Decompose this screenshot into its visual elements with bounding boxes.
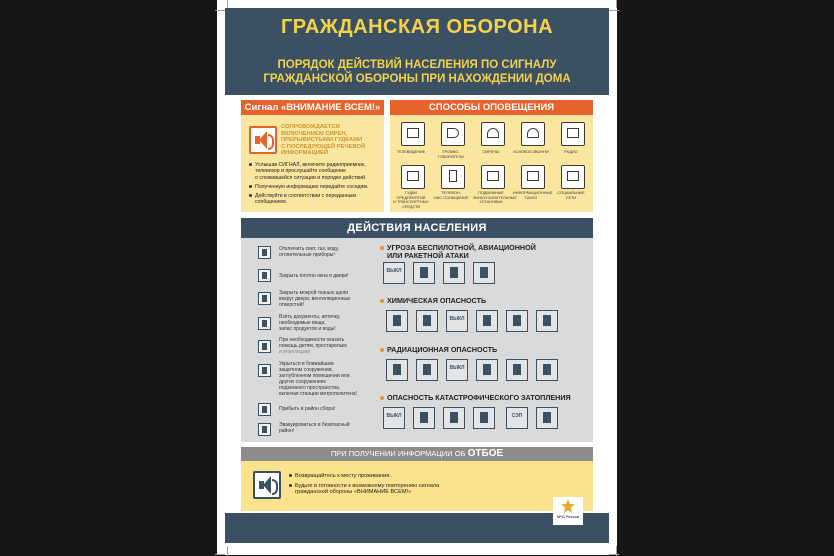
icon-label: ВЫКЛ xyxy=(449,316,465,322)
shelter-action-icon xyxy=(536,359,558,381)
step-line: Прибыть в район сбора! xyxy=(279,406,336,412)
info-board-icon xyxy=(521,165,545,189)
threat-title xyxy=(380,394,571,402)
threat-title-line: УГРОЗА БЕСПИЛОТНОЙ, АВИАЦИОННОЙ xyxy=(387,243,536,252)
mobile-speaker-icon xyxy=(481,165,505,189)
shelter-icon xyxy=(258,364,271,377)
crop-mark xyxy=(609,10,619,21)
threat-title xyxy=(380,244,536,260)
step-line: отверстий! xyxy=(279,302,304,308)
step-line: вокруг двери, вентиляционных xyxy=(279,296,351,302)
notification-title: СПОСОБЫ ОПОВЕЩЕНИЯ xyxy=(390,100,593,115)
crop-mark xyxy=(215,10,225,21)
emblem-icon xyxy=(561,499,575,513)
action-step xyxy=(279,314,374,332)
bullet-line: телевизор и прослушайте сообщение xyxy=(255,168,346,175)
bullet-line: Действуйте в соответствии с переданным xyxy=(255,193,356,199)
step-line: помощь детям, престарелым xyxy=(279,343,347,349)
label-line: ТАБЛО xyxy=(524,195,538,200)
crop-mark xyxy=(227,0,238,8)
close-window-action-icon xyxy=(413,262,435,284)
bell-icon xyxy=(521,122,545,146)
label-line: ПОДВИЖНЫЕ xyxy=(478,191,504,195)
help-action-icon xyxy=(473,407,495,429)
label-line: СМС-СООБЩЕНИЕ xyxy=(433,195,469,200)
factory-horn-icon xyxy=(401,165,425,189)
crop-mark xyxy=(606,0,617,8)
label-line: СЕТИ xyxy=(565,195,577,200)
phone-icon xyxy=(441,165,465,189)
speaker-icon xyxy=(249,126,277,154)
label-line: СРЕДСТВ xyxy=(402,204,420,209)
step-line: Эвакуироваться в безопасный xyxy=(279,422,350,428)
actions-title: ДЕЙСТВИЯ НАСЕЛЕНИЯ xyxy=(241,218,593,238)
seal-gaps-icon xyxy=(258,292,271,305)
action-step xyxy=(279,337,374,355)
radio-icon xyxy=(561,122,585,146)
step-line: и инвалидам! xyxy=(279,349,311,355)
poster-header xyxy=(225,8,609,95)
signal-bullet xyxy=(249,184,381,190)
subtitle-line: ПОРЯДОК ДЕЙСТВИЙ НАСЕЛЕНИЯ ПО СИГНАЛУ xyxy=(277,59,557,71)
bullet-line: о сложившейся ситуации и порядке действий. xyxy=(255,174,367,181)
step-line: Отключить свет, газ, воду, xyxy=(279,246,339,252)
evacuation-action-icon xyxy=(536,407,558,429)
label-line: ГРОМКО- xyxy=(442,150,460,154)
label-line: ЗВУКОУСИЛИТЕЛЬНЫЕ xyxy=(473,195,517,200)
signal-quote: «ВНИМАНИЕ ВСЕМ!» xyxy=(281,102,381,113)
siren-icon xyxy=(481,122,505,146)
switch-off-action-icon xyxy=(446,359,468,381)
step-line: защитном сооружении, xyxy=(279,367,333,373)
bullet-line: гражданской обороны «ВНИМАНИЕ ВСЕМ!» xyxy=(295,489,412,496)
threat-title-line: ХИМИЧЕСКАЯ ОПАСНОСТЬ xyxy=(387,296,487,305)
signal-bullet xyxy=(249,162,381,181)
notification-label: КОЛОКОЛ-ЗВОННИ xyxy=(513,150,549,154)
assembly-point-action-icon xyxy=(506,407,528,429)
action-step xyxy=(279,246,374,258)
seal-gaps-action-icon xyxy=(416,310,438,332)
threat-title-line: ИЛИ РАКЕТНОЙ АТАКИ xyxy=(387,251,469,260)
otboy-bullet xyxy=(289,473,519,479)
threat-title xyxy=(380,346,497,354)
notification-label xyxy=(473,191,517,205)
otboy-bullet xyxy=(289,483,519,496)
crop-mark xyxy=(215,544,225,555)
label-line: И ТРАНСПОРТНЫХ xyxy=(393,200,429,205)
shelter-action-icon xyxy=(473,262,495,284)
evacuation-icon xyxy=(258,423,271,436)
help-action-icon xyxy=(506,359,528,381)
bullet-line: Услышав СИГНАЛ, включите радиоприемник, xyxy=(255,162,366,168)
bullet-line: Будьте в готовности к возможному повторению сигнала xyxy=(295,483,440,489)
action-step xyxy=(279,406,374,412)
signal-title xyxy=(241,100,384,115)
notification-label: ТЕЛЕВИДЕНИЕ xyxy=(396,150,426,154)
shelter-action-icon xyxy=(536,310,558,332)
label-line: ТЕЛЕФОН, xyxy=(441,191,461,195)
logo-text: МЧС России xyxy=(557,515,579,519)
notification-label xyxy=(433,150,469,159)
signal-prefix: Сигнал xyxy=(244,102,279,113)
close-window-action-icon xyxy=(413,407,435,429)
switch-off-action-icon xyxy=(446,310,468,332)
notification-panel xyxy=(390,100,593,212)
social-network-icon xyxy=(561,165,585,189)
step-line: Взять документы, аптечку, xyxy=(279,314,341,320)
description-line: СОПРОВОЖДАЕТСЯ xyxy=(281,124,340,130)
bag-action-icon xyxy=(476,359,498,381)
close-window-action-icon xyxy=(386,359,408,381)
notification-label xyxy=(513,191,553,200)
notification-label: СИРЕНЫ xyxy=(482,150,500,154)
action-step xyxy=(279,361,379,397)
speaker-icon xyxy=(253,471,281,499)
loudspeaker-icon xyxy=(441,122,465,146)
step-line: Укрыться в ближайшем xyxy=(279,361,334,367)
help-action-icon xyxy=(506,310,528,332)
mchs-logo xyxy=(553,497,583,525)
poster-page xyxy=(217,0,617,555)
bag-action-icon xyxy=(476,310,498,332)
subtitle-line: ГРАЖДАНСКОЙ ОБОРОНЫ ПРИ НАХОЖДЕНИИ ДОМА xyxy=(263,73,571,85)
switch-off-action-icon xyxy=(383,262,405,284)
step-line: необходимые вещи, xyxy=(279,320,326,326)
otboy-prefix: ПРИ ПОЛУЧЕНИИ ИНФОРМАЦИИ ОБ xyxy=(330,449,466,458)
description-line: ВКЛЮЧЕНИЕМ СИРЕН, xyxy=(281,130,348,137)
switch-off-icon xyxy=(258,246,271,259)
notification-label xyxy=(433,191,469,200)
label-line: ГУДКИ ПРЕДПРИЯТИЙ xyxy=(396,191,426,200)
close-window-icon xyxy=(258,269,271,282)
poster-title: ГРАЖДАНСКАЯ ОБОРОНА xyxy=(280,16,554,38)
tv-icon xyxy=(401,122,425,146)
description-line: С ПОСЛЕДУЮЩЕЙ РЕЧЕВОЙ xyxy=(281,143,366,150)
step-line: запас продуктов и воды! xyxy=(279,326,336,332)
bag-icon xyxy=(258,317,271,330)
bag-action-icon xyxy=(443,407,465,429)
actions-section xyxy=(241,218,593,442)
action-step xyxy=(279,273,374,279)
signal-panel xyxy=(241,100,384,212)
label-line: СОЦИАЛЬНЫЕ xyxy=(557,191,585,195)
notification-label xyxy=(553,191,589,200)
notification-label xyxy=(393,191,429,209)
help-action-icon xyxy=(443,262,465,284)
threat-title-line: РАДИАЦИОННАЯ ОПАСНОСТЬ xyxy=(387,345,498,354)
step-line: отопительные приборы! xyxy=(279,252,335,258)
assembly-point-icon xyxy=(258,403,271,416)
poster-footer xyxy=(225,513,609,543)
step-line: заглубленном помещении или xyxy=(279,373,350,379)
description-line: ПРЕРЫВИСТЫМИ ГУДКАМИ xyxy=(281,137,363,144)
signal-description xyxy=(281,124,381,157)
step-line: При необходимости оказать xyxy=(279,337,345,343)
step-line: других сооружениях xyxy=(279,379,326,385)
label-line: ИНФОРМАЦИОННЫЕ xyxy=(513,191,553,195)
step-line: район! xyxy=(279,428,295,434)
otboy-word: ОТБОЕ xyxy=(467,448,504,459)
step-line: Закрыть мокрой тканью щели xyxy=(279,290,349,296)
label-line: ГОВОРИТЕЛИ xyxy=(438,154,464,159)
signal-bullet xyxy=(249,193,381,206)
close-window-action-icon xyxy=(386,310,408,332)
otboy-header xyxy=(241,447,593,461)
bullet-line: Полученную информацию передайте соседям. xyxy=(255,184,369,190)
step-line: включая станции метрополитена! xyxy=(279,391,357,397)
notification-label: РАДИО xyxy=(564,150,578,154)
switch-off-action-icon xyxy=(383,407,405,429)
icon-label: ВЫКЛ xyxy=(386,268,402,274)
label-line: УСТАНОВКИ xyxy=(479,200,503,205)
bullet-line: сообщением. xyxy=(255,199,288,206)
action-step xyxy=(279,422,374,434)
icon-label: СЭП xyxy=(511,413,523,419)
otboy-panel xyxy=(241,461,593,511)
threat-title xyxy=(380,297,486,305)
icon-label: ВЫКЛ xyxy=(449,365,465,371)
bullet-line: Возвращайтесь к месту проживания. xyxy=(295,473,391,479)
action-step xyxy=(279,290,374,308)
poster-subtitle xyxy=(225,58,609,86)
step-line: Закрыть плотно окна и двери! xyxy=(279,273,349,279)
threat-title-line: ОПАСНОСТЬ КАТАСТРОФИЧЕСКОГО ЗАТОПЛЕНИЯ xyxy=(387,393,571,402)
help-icon xyxy=(258,340,271,353)
icon-label: ВЫКЛ xyxy=(386,413,402,419)
seal-gaps-action-icon xyxy=(416,359,438,381)
step-line: подземного пространства, xyxy=(279,385,341,391)
description-line: ИНФОРМАЦИЕЙ xyxy=(281,150,329,157)
